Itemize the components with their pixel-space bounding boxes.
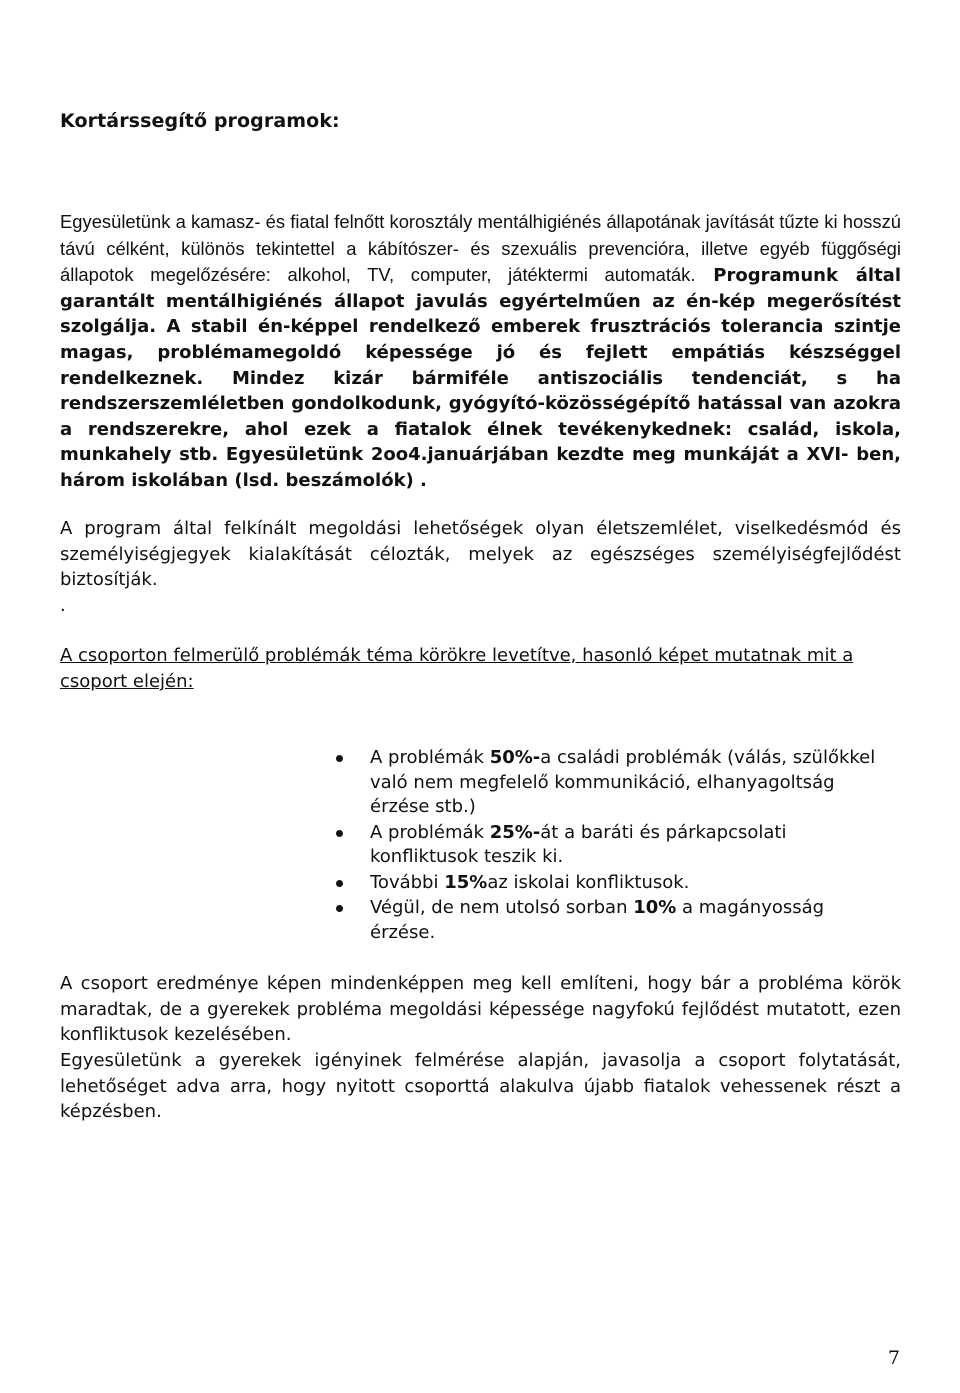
list-item-text: át a baráti és párkapcsolati konfliktusok teszik ki. [370,821,787,867]
section-title: Kortárssegítő programok: [60,110,340,132]
list-item-text: Végül, de nem utolsó sorban [370,897,634,918]
list-item-text: További [370,871,445,893]
bullet-icon [336,880,343,887]
list-item-text: az iskolai konfliktusok. [487,871,690,893]
list-item [330,821,890,870]
problems-heading: A csoporton felmerülő problémák téma körökre levetítve, hasonló képet mutatnak mit a csoport elején: [60,645,854,692]
intro-paragraph [60,209,901,494]
recommendation-paragraph: Egyesületünk a gyerekek igényinek felmérése alapján, javasolja a csoport folytatását, lehetőséget adva arra, hogy nyitott csoporttá alakulva újabb fiatalok vehessenek részt a képzésben. [60,1050,901,1123]
list-item [330,871,890,896]
page-number: 7 [887,1347,900,1369]
list-item-percent: 50%- [489,747,541,768]
problems-list [330,746,890,946]
list-item-percent: 25%- [489,821,541,843]
list-item-text: A problémák [370,821,490,843]
list-item [330,746,890,820]
bullet-icon [336,755,343,762]
list-item-percent: 10% [633,897,677,918]
intro-bold-text: Programunk által garantált mentálhigiénés állapot javulás egyértelműen az én-kép megerősítést szolgálja. A stabil én-képpel rendelkező emberek frusztrációs tolerancia szintje magas, problémamegoldó képessége jó és fejlett empátiás készséggel rendelkeznek. Mindez kizár bármiféle antiszociális tendenciát, s ha rendszerszemléletben gondolkodunk, gyógyító-közösségépítő hatással van azokra a rendszerekre, ahol ezek a fiatalok élnek tevékenykednek: család, iskola, munkahely stb. Egyesületünk 2oo4.januárjában kezdte meg munkáját a XVI- ben, három iskolában (lsd. beszámolók) . [60,265,901,491]
bullet-icon [336,830,343,837]
list-item-percent: 15% [444,871,488,893]
list-item-text: a családi problémák (válás, szülőkkel való nem megfelelő kommunikáció, elhanyagoltság érzése stb.) [370,747,876,817]
bullet-icon [336,905,343,912]
list-item [330,896,890,945]
stray-period: . [60,595,66,616]
list-item-text: A problémák [370,747,490,768]
result-paragraph: A csoport eredménye képen mindenképpen meg kell említeni, hogy bár a probléma körök maradtak, de a gyerekek probléma megoldási képessége nagyfokú fejlődést mutatott, ezen konfliktusok kezelésében. [60,973,901,1046]
intro-lead-text: Egyesületünk a kamasz- és fiatal felnőtt korosztály mentálhigiénés állapotának javítását tűzte ki hosszú távú célként, különös tekintettel a kábítószer- és szexuális prevencióra, illetve egyéb függőségi állapotok megelőzésére: alkohol, TV, computer, játéktermi automaták. [60,211,901,286]
list-item-text: a magányosság érzése. [370,897,825,943]
program-paragraph: A program által felkínált megoldási lehetőségek olyan életszemlélet, viselkedésmód és személyiségjegyek kialakítását célozták, melyek az egészséges személyiségfejlődést biztosítják. [60,518,901,591]
